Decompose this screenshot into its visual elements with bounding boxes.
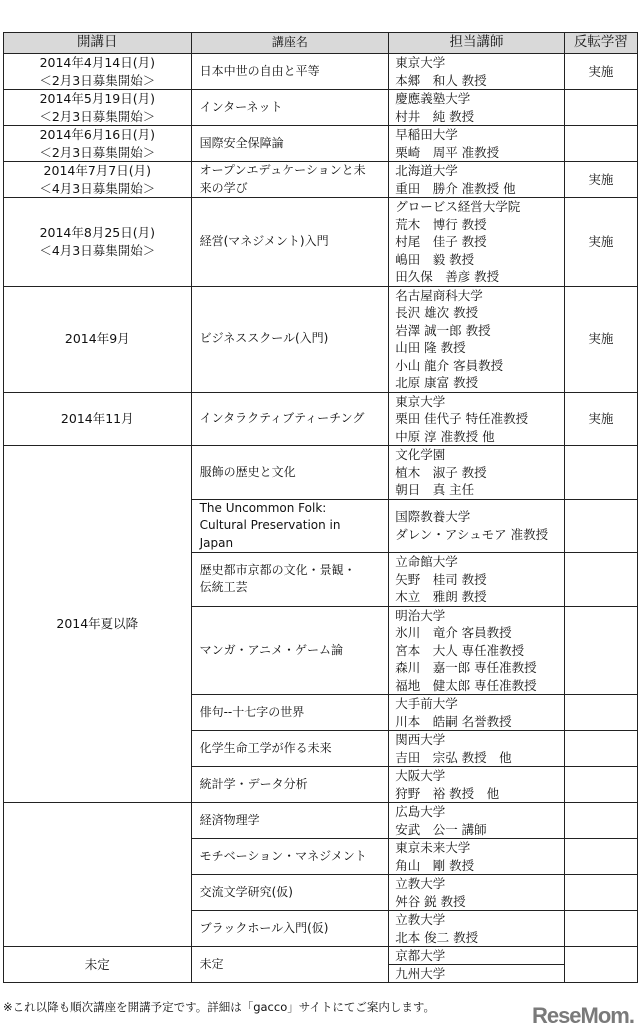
instructor-cell xyxy=(389,54,565,90)
instructor-name: 氷川 竜介 客員教授 xyxy=(395,625,512,640)
flipped-learning-cell xyxy=(564,446,637,500)
course-name-line: 伝統工芸 xyxy=(199,580,248,595)
instructor-name: 本郷 和人 教授 xyxy=(395,72,487,88)
course-name-line: The Uncommon Folk: xyxy=(199,500,327,515)
course-name-cell xyxy=(191,803,389,839)
course-name-line: 俳句--十七字の世界 xyxy=(199,704,305,719)
course-name-cell xyxy=(191,286,389,392)
course-name-line: モチベーション・マネジメント xyxy=(199,848,367,863)
flipped-learning-cell xyxy=(564,947,637,983)
course-name-line: ビジネススクール(入門) xyxy=(199,331,329,346)
header-date: 開講日 xyxy=(4,33,192,54)
date-cell xyxy=(4,446,192,803)
course-name-cell xyxy=(191,947,389,983)
instructor-cell xyxy=(389,162,565,198)
institution-name: 早稲田大学 xyxy=(395,127,458,142)
instructor-name: 安武 公一 講師 xyxy=(395,821,487,837)
course-name-line: 経営(マネジメント)入門 xyxy=(199,234,329,248)
date-cell xyxy=(4,947,192,983)
course-name-line: 日本中世の自由と平等 xyxy=(199,63,320,78)
instructor-name: ダレン・アシュモア 准教授 xyxy=(395,526,549,542)
table-row xyxy=(4,286,638,392)
table-body xyxy=(4,54,638,983)
date-line: 2014年夏以降 xyxy=(56,616,139,632)
date-line: 2014年11月 xyxy=(60,411,134,426)
date-cell xyxy=(4,162,192,198)
date-line: 2014年7月7日(月) xyxy=(43,163,152,178)
course-name-cell xyxy=(191,731,389,767)
date-cell xyxy=(4,286,192,392)
institution-name: 京都大学 xyxy=(395,948,446,963)
instructor-name: 村尾 佳子 教授 xyxy=(395,234,487,249)
course-name-cell xyxy=(191,911,389,947)
instructor-name: 狩野 裕 教授 他 xyxy=(395,785,500,801)
instructor-cell xyxy=(389,767,565,803)
instructor-cell xyxy=(389,392,565,446)
course-name-cell xyxy=(191,767,389,803)
table-row xyxy=(4,90,638,126)
instructor-name: 吉田 宗弘 教授 他 xyxy=(395,749,512,765)
flipped-learning-cell xyxy=(564,875,637,911)
table-row xyxy=(4,54,638,90)
date-line: 2014年4月14日(月) xyxy=(39,55,155,70)
course-name-cell xyxy=(191,162,389,198)
instructor-name: 村井 純 教授 xyxy=(395,108,475,124)
date-cell xyxy=(4,90,192,126)
course-name-cell xyxy=(191,875,389,911)
instructor-cell xyxy=(389,839,565,875)
date-line: 2014年8月25日(月) xyxy=(39,225,155,241)
instructor-name: 山田 隆 教授 xyxy=(395,340,466,355)
course-name-line: 服飾の歴史と文化 xyxy=(199,464,296,479)
institution-name: 大阪大学 xyxy=(395,768,446,783)
table-header-row xyxy=(4,33,638,54)
instructor-name: 岩澤 誠一郎 教授 xyxy=(395,322,491,338)
instructor-name: 荒木 博行 教授 xyxy=(395,216,487,232)
course-name-cell xyxy=(191,553,389,607)
date-line: ＜2月3日募集開始＞ xyxy=(39,108,156,124)
instructor-name: 中原 淳 准教授 他 xyxy=(395,428,495,444)
course-name-line: 来の学び xyxy=(199,180,248,195)
table-row xyxy=(4,803,638,839)
institution-name: 北海道大学 xyxy=(395,163,458,178)
footnote: ※これ以降も順次講座を開講予定です。詳細は「gacco」サイトにてご案内します。 xyxy=(3,1000,436,1014)
instructor-name: 川本 皓嗣 名誉教授 xyxy=(395,713,512,729)
instructor-cell xyxy=(389,198,565,287)
table-row xyxy=(4,198,638,287)
institution-name: グロービス経営大学院 xyxy=(395,199,521,214)
flipped-learning-cell xyxy=(564,499,637,553)
date-line: ＜4月3日募集開始＞ xyxy=(39,180,156,196)
date-line: 2014年9月 xyxy=(64,331,130,347)
instructor-name: 栗田 佳代子 特任准教授 xyxy=(395,411,529,426)
instructor-name: 宮本 大人 専任准教授 xyxy=(395,642,525,658)
course-name-line: オープンエデュケーションと未 xyxy=(199,163,366,177)
flipped-learning-cell: 実施 xyxy=(564,286,637,392)
course-name-cell xyxy=(191,446,389,500)
instructor-cell xyxy=(389,803,565,839)
instructor-name: 舛谷 鋭 教授 xyxy=(395,893,466,909)
institution-name: 立教大学 xyxy=(395,912,446,927)
institution-name: 立教大学 xyxy=(395,876,446,891)
flipped-learning-cell: 実施 xyxy=(564,198,637,287)
instructor-name: 森川 嘉一郎 専任准教授 xyxy=(395,660,537,675)
header-flipped: 反転学習 xyxy=(564,33,637,54)
instructor-name: 長沢 雄次 教授 xyxy=(395,305,479,320)
instructor-cell xyxy=(389,286,565,392)
course-schedule-table xyxy=(3,32,638,983)
course-name-line: 化学生命工学が作る未来 xyxy=(199,740,332,755)
institution-name: 東京大学 xyxy=(395,393,446,409)
instructor-name: 朝日 真 主任 xyxy=(395,482,475,497)
course-name-line: 統計学・データ分析 xyxy=(199,776,308,791)
course-name-cell xyxy=(191,606,389,695)
institution-name: 国際教養大学 xyxy=(395,509,471,525)
instructor-cell xyxy=(389,695,565,731)
instructor-name: 木立 雅朗 教授 xyxy=(395,589,487,604)
instructor-cell xyxy=(389,875,565,911)
flipped-learning-cell xyxy=(564,731,637,767)
flipped-learning-cell xyxy=(564,839,637,875)
course-name-cell xyxy=(191,499,389,553)
flipped-learning-cell xyxy=(564,553,637,607)
header-instructor: 担当講師 xyxy=(389,33,565,54)
course-name-cell xyxy=(191,695,389,731)
flipped-learning-cell xyxy=(564,695,637,731)
flipped-learning-cell xyxy=(564,803,637,839)
institution-name: 大手前大学 xyxy=(395,696,458,711)
course-name-line: マンガ・アニメ・ゲーム論 xyxy=(199,642,343,657)
date-cell xyxy=(4,54,192,90)
instructor-name: 田久保 善彦 教授 xyxy=(395,269,500,284)
instructor-cell xyxy=(389,947,565,983)
institution-name: 名古屋商科大学 xyxy=(395,287,483,303)
instructor-name: 嶋田 毅 教授 xyxy=(395,251,475,267)
instructor-name: 北原 康富 教授 xyxy=(395,375,479,390)
instructor-name: 栗崎 周平 准教授 xyxy=(395,144,500,160)
instructor-cell xyxy=(389,126,565,162)
date-cell xyxy=(4,803,192,947)
date-line: 2014年6月16日(月) xyxy=(39,127,155,142)
flipped-learning-cell: 実施 xyxy=(564,162,637,198)
course-name-line: 交流文学研究(仮) xyxy=(199,884,293,899)
date-line: ＜4月3日募集開始＞ xyxy=(39,242,156,258)
flipped-learning-cell xyxy=(564,90,637,126)
course-name-line: ブラックホール入門(仮) xyxy=(199,920,329,935)
instructor-cell xyxy=(389,446,565,500)
institution-name: 文化学園 xyxy=(395,447,446,462)
course-name-line: 歴史都市京都の文化・景観・ xyxy=(199,562,356,577)
course-name-line: インタラクティブティーチング xyxy=(199,411,365,425)
course-name-cell xyxy=(191,839,389,875)
date-line: 2014年5月19日(月) xyxy=(39,91,155,106)
instructor-name: 北本 俊二 教授 xyxy=(395,929,479,945)
instructor-name: 角山 剛 教授 xyxy=(395,857,475,873)
institution-name: 東京大学 xyxy=(395,55,446,70)
watermark-logo: ReseMom. xyxy=(531,1003,634,1028)
instructor-cell xyxy=(389,499,565,553)
header-course: 講座名 xyxy=(191,33,389,54)
course-name-line: Japan xyxy=(199,535,234,550)
instructor-name: 矢野 桂司 教授 xyxy=(395,571,487,587)
institution-name: 明治大学 xyxy=(395,607,446,623)
instructor-cell xyxy=(389,606,565,695)
course-name-cell xyxy=(191,54,389,90)
instructor-cell xyxy=(389,553,565,607)
date-cell xyxy=(4,198,192,287)
instructor-name: 重田 勝介 准教授 他 xyxy=(395,180,516,196)
course-name-line: 経済物理学 xyxy=(199,812,260,827)
course-name-cell xyxy=(191,126,389,162)
course-name-line: 未定 xyxy=(199,956,224,971)
course-name-line: Cultural Preservation in xyxy=(199,518,341,532)
flipped-learning-cell: 実施 xyxy=(564,54,637,90)
flipped-learning-cell xyxy=(564,126,637,162)
table-row xyxy=(4,446,638,500)
instructor-cell xyxy=(389,911,565,947)
course-name-cell xyxy=(191,392,389,446)
table-row xyxy=(4,126,638,162)
table-row xyxy=(4,947,638,983)
date-line: 未定 xyxy=(84,956,110,972)
institution-name: 広島大学 xyxy=(395,804,446,819)
course-name-line: インターネット xyxy=(199,99,283,114)
table-row xyxy=(4,162,638,198)
course-name-cell xyxy=(191,198,389,287)
institution-name: 立命館大学 xyxy=(395,554,458,569)
date-line: ＜2月3日募集開始＞ xyxy=(39,144,156,160)
flipped-learning-cell: 実施 xyxy=(564,392,637,446)
date-cell xyxy=(4,392,192,446)
flipped-learning-cell xyxy=(564,767,637,803)
institution-name: 関西大学 xyxy=(395,732,446,747)
date-cell xyxy=(4,126,192,162)
institution-name: 慶應義塾大学 xyxy=(395,91,471,106)
instructor-name: 福地 健太郎 専任准教授 xyxy=(395,677,537,693)
date-line: ＜2月3日募集開始＞ xyxy=(39,72,156,88)
flipped-learning-cell xyxy=(564,911,637,947)
instructor-cell xyxy=(389,731,565,767)
course-name-line: 国際安全保障論 xyxy=(199,135,284,150)
course-name-cell xyxy=(191,90,389,126)
instructor-cell xyxy=(389,90,565,126)
institution-name: 東京未来大学 xyxy=(395,840,471,855)
table-row xyxy=(4,392,638,446)
flipped-learning-cell xyxy=(564,606,637,695)
instructor-name: 小山 龍介 客員教授 xyxy=(395,357,504,373)
instructor-name: 植木 淑子 教授 xyxy=(395,464,487,480)
instructor-name: 九州大学 xyxy=(389,964,564,982)
